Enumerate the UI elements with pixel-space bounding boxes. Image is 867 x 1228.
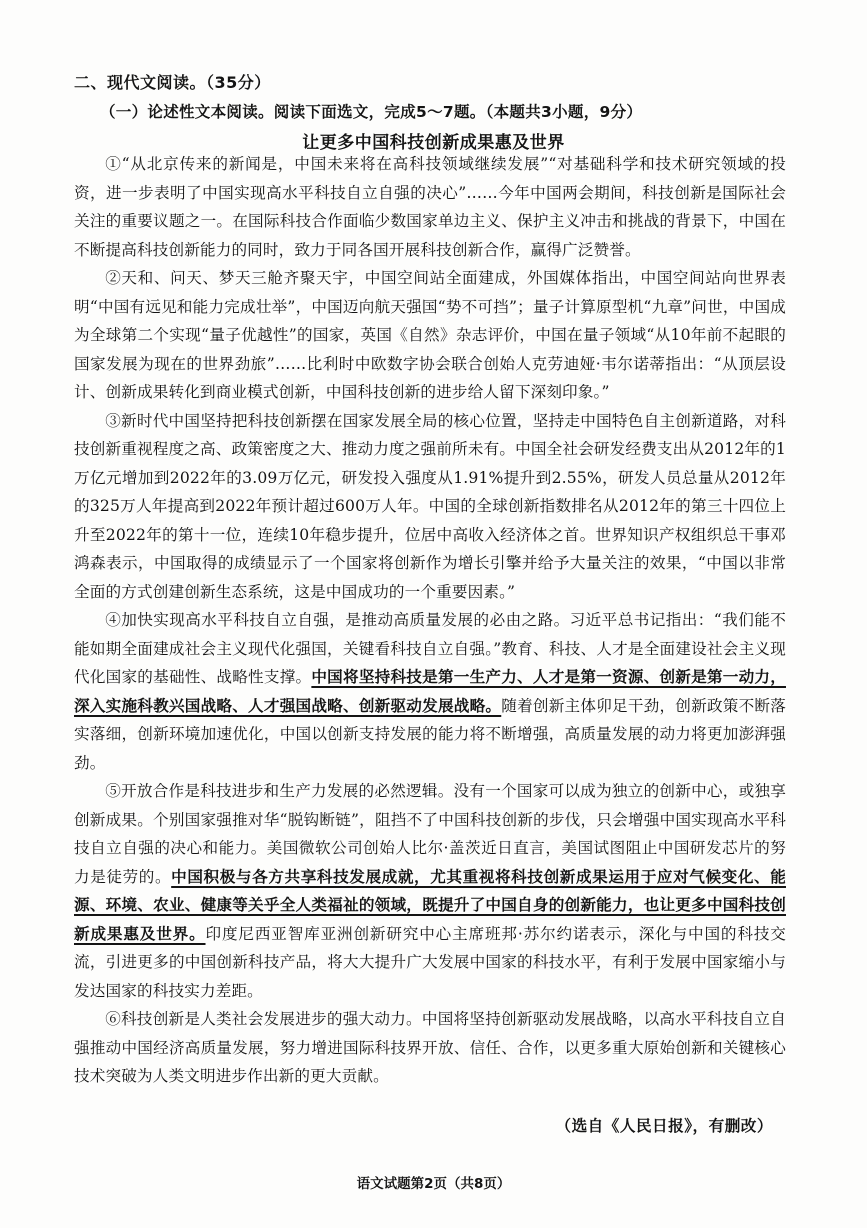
article-title: 让更多中国科技创新成果惠及世界 (302, 133, 565, 153)
paragraph-5 (74, 777, 786, 1005)
article-body (74, 150, 786, 1091)
paragraph-4-text-a: ④加快实现高水平科技自立自强，是推动高质量发展的必由之路。习近平总书记指出：“我们能不能如期全面建成社会主义现代化强国，关键看科技自立自强。”教育、科技、人才是全面建设社会主义现代化国家的基础性、战略性支撑。 (74, 611, 786, 686)
paragraph-4-text-c: 随着创新主体卯足干劲，创新政策不断落实落细，创新环境加速优化，中国以创新支持发展的能力将不断增强，高质量发展的动力将更加澎湃强劲。 (74, 696, 786, 772)
underlined-sentence-1: 中国将坚持科技是第一生产力、人才是第一资源、创新是第一动力，深入实施科教兴国战略、人才强国战略、创新驱动发展战略。 (74, 667, 786, 715)
paragraph-5-text-c: 印度尼西亚智库亚洲创新研究中心主席班邦·苏尔约诺表示，深化与中国的科技交流，引进更多的中国创新科技产品，将大大提升广大发展中国家的科技水平，有利于发展中国家缩小与发达国家的科技实力差距。 (74, 924, 786, 1000)
paragraph-4 (74, 606, 786, 777)
paragraph-1: ①“从北京传来的新闻是，中国未来将在高科技领域继续发展”“对基础科学和技术研究领域的投资，进一步表明了中国实现高水平科技自立自强的决心”……今年中国两会期间，科技创新是国际社会关注的重要议题之一。在国际科技合作面临少数国家单边主义、保护主义冲击和挑战的背景下，中国在不断提高科技创新能力的同时，致力于同各国开展科技创新合作，赢得广泛赞誉。 (74, 155, 786, 259)
paragraph-6: ⑥科技创新是人类社会发展进步的强大动力。中国将坚持创新驱动发展战略，以高水平科技自立自强推动中国经济高质量发展，努力增进国际科技界开放、信任、合作，以更多重大原始创新和关键核心技术突破为人类文明进步作出新的更大贡献。 (74, 1010, 786, 1085)
subsection-heading: （一）论述性文本阅读。阅读下面选文，完成5～7题。（本题共3小题，9分） (100, 103, 643, 121)
underlined-sentence-2: 中国积极与各方共享科技发展成就，尤其重视将科技创新成果运用于应对气候变化、能源、环境、农业、健康等关乎全人类福祉的领域，既提升了中国自身的创新能力，也让更多中国科技创新成果惠及世界。 (74, 866, 786, 943)
source-citation: （选自《人民日报》，有删改） (555, 1116, 773, 1135)
paragraph-2: ②天和、问天、梦天三舱齐聚天宇，中国空间站全面建成，外国媒体指出，中国空间站向世界表明“中国有远见和能力完成壮举”，中国迈向航天强国“势不可挡”；量子计算原型机“九章”问世，中国成为全球第二个实现“量子优越性”的国家，英国《自然》杂志评价，中国在量子领域“从10年前不起眼的国家发展为现在的世界劲旅”……比利时中欧数字协会联合创始人克劳迪娅·韦尔诺蒂指出：“从顶层设计、创新成果转化到商业模式创新，中国科技创新的进步给人留下深刻印象。” (74, 269, 786, 401)
page-footer: 语文试题第2页（共8页） (356, 1176, 511, 1192)
section-heading: 二、现代文阅读。（35分） (74, 73, 271, 92)
paragraph-3: ③新时代中国坚持把科技创新摆在国家发展全局的核心位置，坚持走中国特色自主创新道路，对科技创新重视程度之高、政策密度之大、推动力度之强前所未有。中国全社会研发经费支出从2012年的1万亿元增加到2022年的3.09万亿元，研发投入强度从1.91%提升到2.55%，研发人员总量从2012年的325万人年提高到2022年预计超过600万人年。中国的全球创新指数排名从2012年的第三十四位上升至2022年的第十一位，连续10年稳步提升，位居中高收入经济体之首。世界知识产权组织总干事邓鸿森表示，中国取得的成绩显示了一个国家将创新作为增长引擎并给予大量关注的效果，“中国以非常全面的方式创建创新生态系统，这是中国成功的一个重要因素。” (74, 411, 786, 601)
paragraph-5-text-a: ⑤开放合作是科技进步和生产力发展的必然逻辑。没有一个国家可以成为独立的创新中心，或独享创新成果。个别国家强推对华“脱钩断链”，阻挡不了中国科技创新的步伐，只会增强中国实现高水平科技自立自强的决心和能力。美国微软公司创始人比尔·盖茨近日直言，美国试图阻止中国研发芯片的努力是徒劳的。 (74, 782, 786, 886)
